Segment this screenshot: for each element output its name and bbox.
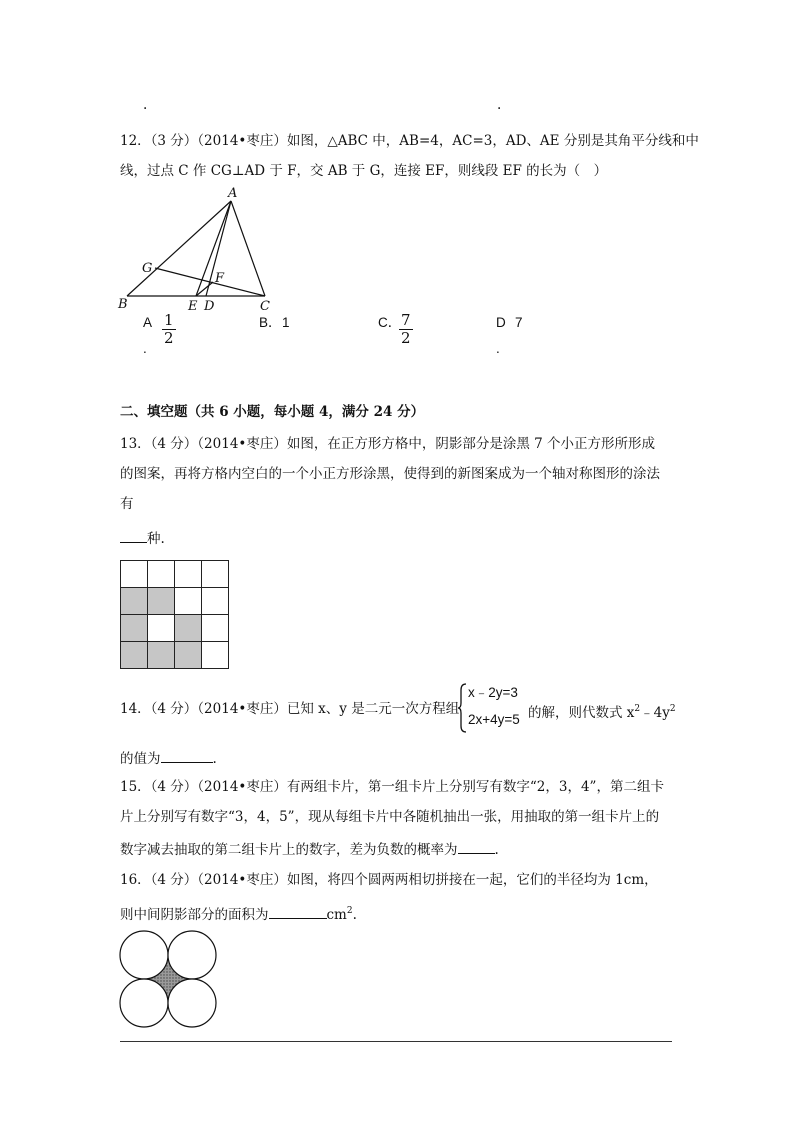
grid-cell-empty bbox=[148, 615, 175, 642]
q14-system-brace bbox=[457, 683, 467, 733]
grid-cell-empty bbox=[202, 642, 229, 669]
option-d-label: D bbox=[496, 315, 506, 330]
q15-line3-prefix: 数字减去抽取的第二组卡片上的数字，差为负数的概率为 bbox=[120, 842, 458, 858]
grid-cell-empty bbox=[121, 561, 148, 588]
section-2-title: 二、填空题（共 6 小题，每小题 4，满分 24 分） bbox=[120, 404, 425, 420]
q13-answer-blank[interactable] bbox=[120, 528, 147, 543]
label-b: B bbox=[118, 297, 128, 312]
q14-line1-prefix: 14．（4 分）（2014•枣庄）已知 x、y 是二元一次方程组 bbox=[120, 701, 460, 717]
q14-exponent-1: 2 bbox=[634, 704, 641, 714]
q15-line2: 片上分别写有数字“3，4，5”，现从每组卡片中各随机抽出一张，用抽取的第一组卡片上的 bbox=[120, 809, 660, 825]
q14-line2-prefix: 的值为 bbox=[120, 751, 161, 767]
q15-line3 bbox=[120, 839, 499, 859]
grid-cell-empty bbox=[148, 561, 175, 588]
option-b-label: B． bbox=[259, 315, 282, 330]
grid-cell-empty bbox=[175, 561, 202, 588]
q16-unit-exponent: 2 bbox=[346, 906, 353, 916]
circle-bottom-left bbox=[120, 979, 168, 1027]
q16-unit: cm bbox=[326, 907, 347, 923]
q14-line1-middle bbox=[528, 700, 676, 722]
q16-answer-blank[interactable] bbox=[269, 904, 327, 919]
segment-cg bbox=[155, 268, 265, 296]
q14-exponent-2: 2 bbox=[669, 704, 676, 714]
option-d-value: 7 bbox=[515, 315, 523, 330]
grid-cell-shaded bbox=[121, 588, 148, 615]
q14-line2-suffix: . bbox=[212, 751, 217, 767]
option-b-value: 1 bbox=[282, 315, 290, 330]
label-d: D bbox=[204, 299, 215, 314]
option-a-numerator: 1 bbox=[164, 311, 174, 329]
grid-cell-empty bbox=[202, 615, 229, 642]
option-a-label: A bbox=[143, 315, 153, 330]
grid-cell-shaded bbox=[148, 642, 175, 669]
page-bottom-rule bbox=[120, 1041, 672, 1042]
q14-middle-text: 的解，则代数式 x bbox=[528, 705, 635, 721]
q13-line2: 的图案，再将方格内空白的一个小正方形涂黑，使得到的新图案成为一个轴对称图形的涂法 bbox=[120, 466, 660, 482]
q13-line4 bbox=[120, 528, 165, 548]
q16-line1: 16．（4 分）（2014•枣庄）如图，将四个圆两两相切拼接在一起，它们的半径均为 1cm， bbox=[120, 872, 658, 888]
option-a-dot: . bbox=[143, 341, 147, 356]
q16-four-circles-figure bbox=[118, 929, 218, 1029]
label-a: A bbox=[228, 186, 238, 201]
q16-line2 bbox=[120, 902, 357, 924]
label-g: G bbox=[142, 261, 153, 276]
option-c-numerator: 7 bbox=[401, 311, 411, 329]
grid-cell-empty bbox=[202, 588, 229, 615]
q15-line1: 15．（4 分）（2014•枣庄）有两组卡片，第一组卡片上分别写有数字“2，3，4”，第二组卡 bbox=[120, 779, 664, 795]
label-c: C bbox=[260, 299, 270, 314]
q12-triangle-figure bbox=[115, 184, 280, 314]
q15-answer-blank[interactable] bbox=[458, 839, 495, 854]
grid-cell-shaded bbox=[121, 615, 148, 642]
q13-line3: 有 bbox=[120, 496, 134, 512]
segment-ae bbox=[196, 201, 231, 296]
option-a-fraction bbox=[162, 312, 176, 347]
option-c-denominator: 2 bbox=[401, 329, 411, 347]
q13-line1: 13．（4 分）（2014•枣庄）如图，在正方形方格中，阴影部分是涂黑 7 个小正方形所形成 bbox=[120, 436, 656, 452]
grid-cell-empty bbox=[202, 561, 229, 588]
q14-after-exponent: ﹣4y bbox=[640, 705, 670, 721]
circle-top-left bbox=[120, 931, 168, 979]
q12-line1: 12．（3 分）（2014•枣庄）如图，△ABC 中，AB=4，AC=3，AD、AE 分别是其角平分线和中 bbox=[120, 133, 699, 149]
q15-line3-suffix: . bbox=[494, 842, 499, 858]
option-d-dot: . bbox=[496, 341, 500, 356]
q13-square-grid bbox=[120, 560, 229, 669]
option-a-denominator: 2 bbox=[164, 329, 174, 347]
option-c-label: C． bbox=[378, 315, 402, 330]
label-f: F bbox=[215, 271, 225, 286]
q13-line4-suffix: 种. bbox=[147, 531, 165, 547]
grid-cell-shaded bbox=[175, 615, 202, 642]
label-e: E bbox=[188, 299, 198, 314]
segment-ac bbox=[231, 201, 265, 296]
top-right-dot: . bbox=[497, 97, 502, 113]
option-c-fraction bbox=[399, 312, 413, 347]
grid-cell-shaded bbox=[121, 642, 148, 669]
q14-equation-2: 2x+4y=5 bbox=[468, 712, 520, 727]
grid-cell-empty bbox=[175, 588, 202, 615]
q12-line2: 线，过点 C 作 CG⊥AD 于 F，交 AB 于 G，连接 EF，则线段 EF 的长为（ ） bbox=[120, 163, 608, 179]
q16-line2-suffix: . bbox=[352, 907, 357, 923]
q14-equation-1: x﹣2y=3 bbox=[468, 685, 518, 700]
grid-cell-shaded bbox=[148, 588, 175, 615]
grid-cell-shaded bbox=[175, 642, 202, 669]
circle-top-right bbox=[168, 931, 216, 979]
q16-line2-prefix: 则中间阴影部分的面积为 bbox=[120, 907, 269, 923]
circle-bottom-right bbox=[168, 979, 216, 1027]
q14-line2 bbox=[120, 748, 217, 768]
q14-answer-blank[interactable] bbox=[161, 748, 213, 763]
top-left-dot: . bbox=[143, 97, 148, 113]
